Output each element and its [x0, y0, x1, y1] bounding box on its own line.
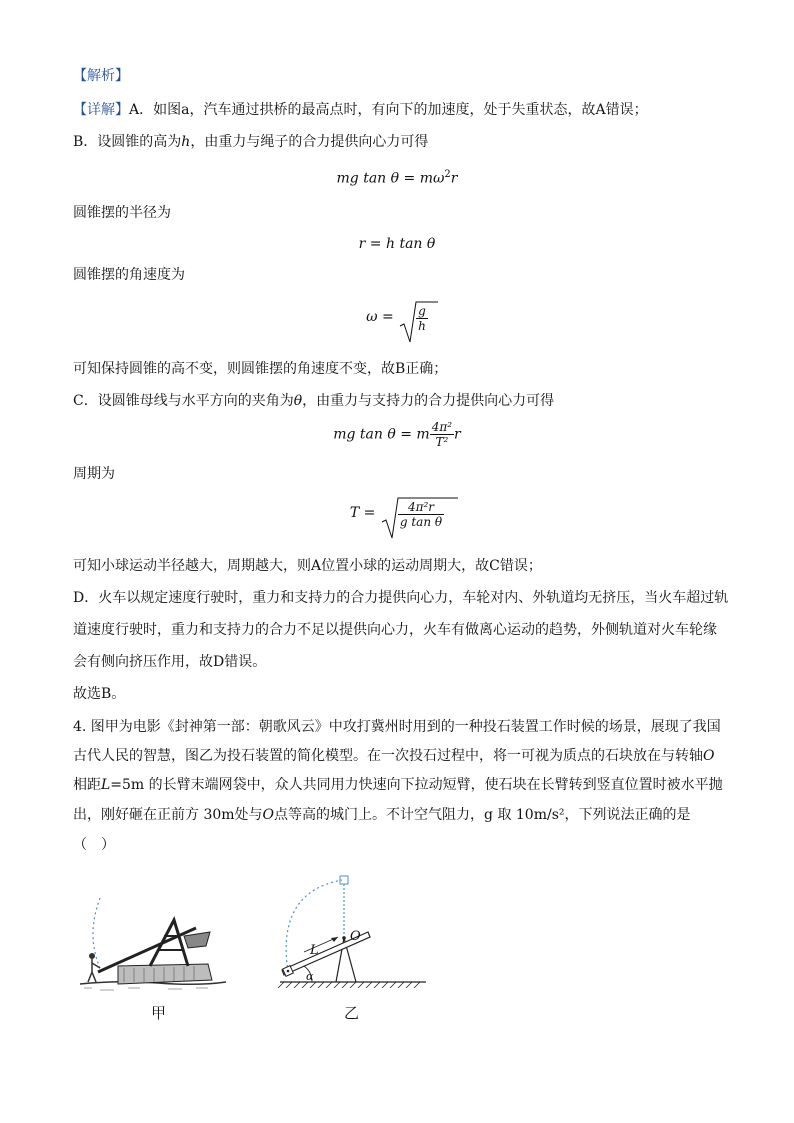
b-eq3-den: h	[418, 319, 426, 333]
c-period-label: 周期为	[73, 466, 115, 482]
b-eq1-r: r	[450, 170, 458, 187]
q4-choice-paren: （ ）	[73, 837, 115, 853]
pivot-point	[342, 936, 346, 940]
b-eq1-lhs: mg tan θ = mω	[336, 170, 445, 187]
c-intro-rest: ，由重力与支持力的合力提供向心力可得	[302, 393, 555, 409]
b-equation-1	[0, 165, 794, 189]
catapult-base	[118, 964, 212, 984]
b-equation-2: r = h tan θ	[358, 236, 436, 252]
q4-line-2	[73, 746, 714, 766]
simplified-model-figure	[276, 872, 432, 998]
d-line-3: 会有侧向挤压作用，故D错误。	[73, 654, 267, 670]
stone-dot	[287, 970, 290, 973]
ground-hatch	[84, 988, 208, 990]
q4-line-3-var: L	[101, 777, 111, 793]
option-a-text: A．如图a，汽车通过拱桥的最高点时，有向下的加速度，处于失重状态，故A错误；	[129, 102, 648, 118]
b-eq1-sup: 2	[444, 169, 451, 180]
c-eq1-fraction	[430, 420, 454, 449]
d-line-1: D．火车以规定速度行驶时，重力和支持力的合力提供向心力，车轮对内、外轨道均无挤压，当火车超过轨	[73, 590, 729, 606]
q4-line-2-text: 古代人民的智慧，图乙为投石装置的简化模型。在一次投石过程中，将一可视为质点的石块放在与转轴	[73, 748, 703, 764]
option-c-intro	[73, 391, 554, 411]
q4-line-1: 4. 图甲为电影《封神第一部：朝歌风云》中攻打冀州时用到的一种投石装置工作时候的场景，展现了我国	[73, 719, 721, 735]
sqrt-radical-icon	[380, 496, 460, 540]
c-intro-text: C．设圆锥母线与水平方向的夹角为	[73, 393, 294, 409]
b-intro-rest: ，由重力与绳子的合力提供向心力可得	[190, 134, 429, 150]
b-omega-label: 圆锥摆的角速度为	[73, 267, 185, 283]
q4-line-3	[73, 775, 723, 795]
answer: 故选B。	[73, 686, 126, 702]
c-eq1-num: 4π²	[431, 420, 453, 434]
detail-a-line	[73, 100, 648, 120]
q4-line-4-var: O	[262, 807, 275, 823]
c-eq2-den: g tan θ	[399, 515, 443, 529]
label-L: L	[310, 943, 319, 958]
q4-line-4	[73, 805, 691, 825]
model-ground-hatch	[278, 982, 420, 988]
b-intro-var: h	[181, 134, 191, 150]
q4-line-3-rest: =5m 的长臂末端网袋中，众人共同用力快速向下拉动短臂，使石块在长臂转到竖直位置时被水平抛	[110, 777, 723, 793]
q4-line-2-var: O	[703, 748, 715, 764]
c-eq1-r: r	[454, 426, 461, 443]
person-head	[89, 953, 95, 959]
sqrt-sign	[398, 300, 428, 333]
q4-line-4-pre: 出，刚好砸在正前方 30m处与	[73, 807, 263, 823]
b-intro-text: B．设圆锥的高为	[73, 134, 182, 150]
sqrt-radical-icon	[398, 300, 440, 344]
q4-line-4-rest: 点等高的城门上。不计空气阻力，g 取 10m/s²，下列说法正确的是	[274, 807, 691, 823]
label-alpha: α	[306, 970, 314, 983]
c-eq1-lhs: mg tan θ = m	[333, 426, 430, 443]
detail-tag: 【详解】	[73, 102, 129, 118]
c-eq1-den: T²	[435, 435, 449, 449]
c-equation-2	[0, 496, 794, 540]
counterweight-basket	[184, 932, 210, 948]
b-radius-label: 圆锥摆的半径为	[73, 205, 171, 221]
b-eq3-num: g	[416, 304, 428, 319]
c-eq2-num: 4π²r	[398, 500, 444, 515]
b-conclusion: 可知保持圆锥的高不变，则圆锥摆的角速度不变，故B正确；	[73, 361, 448, 377]
c-eq2-lhs: T =	[349, 504, 376, 521]
figure-jia-label: 甲	[151, 1004, 167, 1022]
option-b-intro	[73, 132, 428, 152]
q4-line-3-pre: 相距	[73, 777, 101, 793]
analysis-header: 【解析】	[73, 68, 129, 84]
c-conclusion: 可知小球运动半径越大，周期越大，则A位置小球的运动周期大，故C错误；	[73, 558, 542, 574]
catapult-scene-figure	[78, 880, 228, 998]
figure-yi-label: 乙	[344, 1004, 360, 1022]
d-line-2: 道速度行驶时，重力和支持力的合力不足以提供向心力，火车有做离心运动的趋势，外侧轨道对火车轮缘	[73, 622, 717, 638]
c-intro-var: θ	[293, 393, 303, 409]
b-eq3-lhs: ω =	[366, 308, 394, 325]
label-O: O	[350, 929, 361, 944]
b-equation-3	[0, 300, 794, 344]
tower-frame	[150, 920, 188, 966]
sqrt-sign-c	[380, 496, 444, 529]
c-equation-1	[0, 420, 794, 456]
